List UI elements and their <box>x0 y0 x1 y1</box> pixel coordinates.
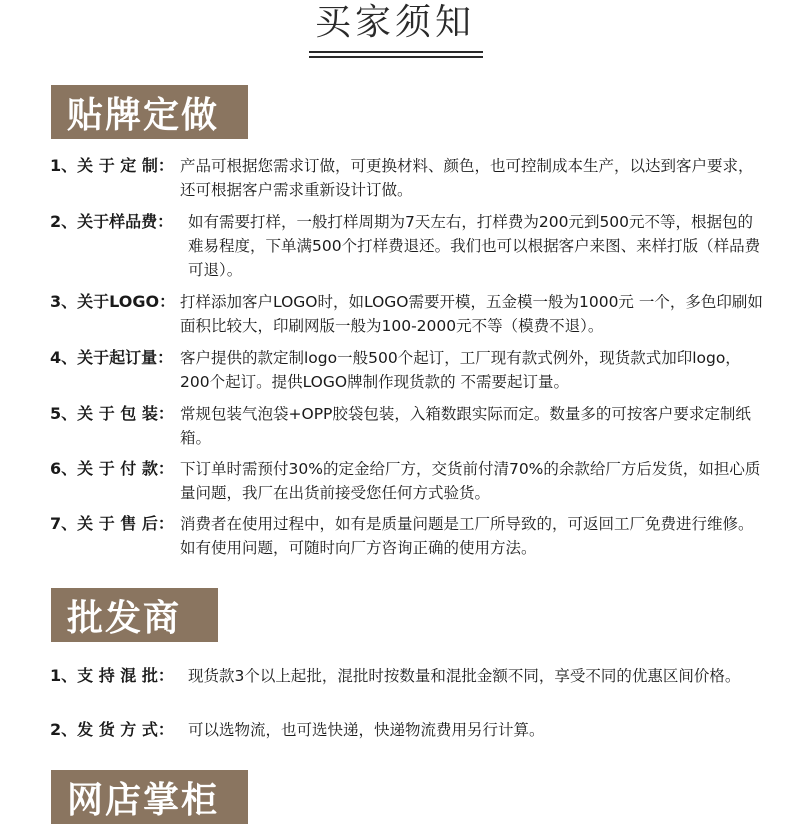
section-banner-wholesale: 批发商 <box>51 588 218 642</box>
page-title: 买家须知 <box>314 2 475 43</box>
item-text: 客户提供的款定制logo一般500个起订，工厂现有款式例外，现货款式加印logo，200个起订。提供LOGO牌制作现货款的 不需要起订量。 <box>180 349 741 391</box>
list-item <box>50 210 765 282</box>
list-item <box>50 346 765 394</box>
item-label: 1、支 持 混 批： <box>50 666 174 685</box>
section-banner-online-store: 网店掌柜 <box>51 770 248 824</box>
item-label: 2、关于样品费： <box>50 212 174 231</box>
item-label: 6、关 于 付 款： <box>50 459 174 478</box>
section-banner-oem: 贴牌定做 <box>51 85 248 139</box>
item-label: 7、关 于 售 后： <box>50 514 174 533</box>
item-text: 常规包装气泡袋+OPP胶袋包装，入箱数跟实际而定。数量多的可按客户要求定制纸箱。 <box>180 405 751 447</box>
item-text: 现货款3个以上起批，混批时按数量和混批金额不同，享受不同的优惠区间价格。 <box>188 667 741 685</box>
list-item <box>50 512 765 560</box>
list-item <box>50 664 765 688</box>
item-text: 打样添加客户LOGO时，如LOGO需要开模，五金模一般为1000元 一个，多色印刷如面积比较大，印刷网版一般为100-2000元不等（模费不退）。 <box>180 293 763 335</box>
item-label: 5、关 于 包 装： <box>50 404 174 423</box>
item-text: 可以选物流，也可选快递，快递物流费用另行计算。 <box>188 721 545 739</box>
item-text: 消费者在使用过程中，如有是质量问题是工厂所导致的，可返回工厂免费进行维修。如有使用问题，可随时向厂方咨询正确的使用方法。 <box>180 515 754 557</box>
title-underline-second <box>309 56 483 58</box>
item-label: 2、发 货 方 式： <box>50 720 174 739</box>
item-label: 1、关 于 定 制： <box>50 156 174 175</box>
list-item <box>50 154 765 202</box>
list-item <box>50 718 765 742</box>
item-text: 下订单时需预付30%的定金给厂方，交货前付清70%的余款给厂方后发货，如担心质量问题，我厂在出货前接受您任何方式验货。 <box>180 460 761 502</box>
item-text: 如有需要打样，一般打样周期为7天左右，打样费为200元到500元不等，根据包的难易程度，下单满500个打样费退还。我们也可以根据客户来图、来样打版（样品费可退）。 <box>188 213 761 279</box>
list-item <box>50 402 765 450</box>
item-label: 4、关于起订量： <box>50 348 174 367</box>
item-label: 3、关于LOGO： <box>50 292 176 311</box>
list-item <box>50 457 765 505</box>
list-item <box>50 290 765 338</box>
title-underline <box>309 51 483 53</box>
item-text: 产品可根据您需求订做，可更换材料、颜色，也可控制成本生产，以达到客户要求，还可根据客户需求重新设计订做。 <box>180 157 754 199</box>
